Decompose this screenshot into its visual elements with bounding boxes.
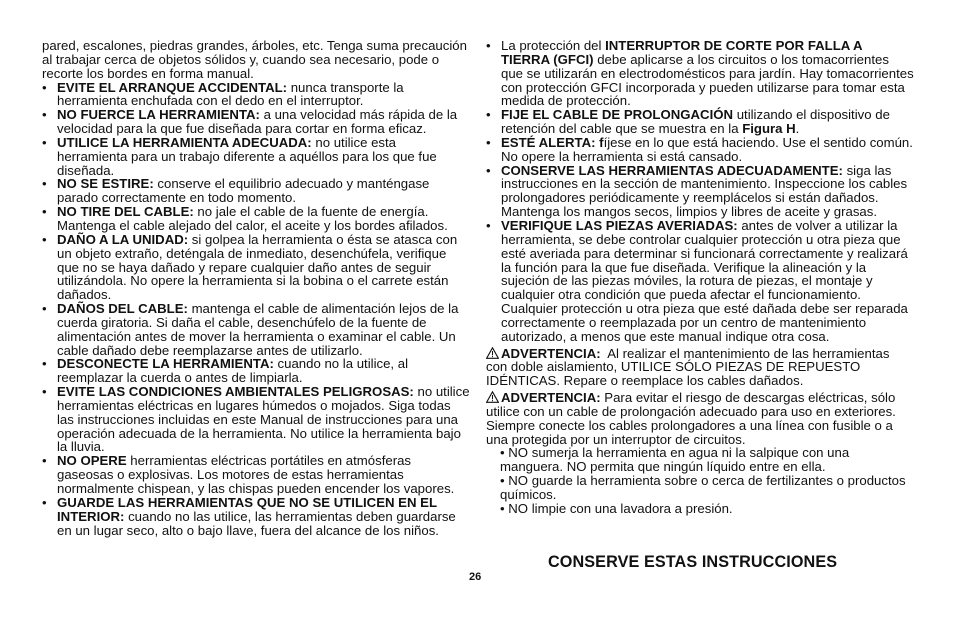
- bullet: •: [42, 176, 47, 192]
- bullet: •: [486, 107, 491, 123]
- bullet-item-text: a una velocidad más rápida de la velocidad para la que fue diseñada para cortar en forma eficaz.: [57, 107, 458, 137]
- bullet: •: [486, 217, 491, 233]
- bullet: •: [42, 384, 47, 400]
- bullet-item-text: conserve el equilibrio adecuado y manténgase parado correctamente en todo momento.: [57, 176, 430, 206]
- bullet-item-title: NO FUERCE LA HERRAMIENTA:: [57, 107, 260, 123]
- bullet-item-title: NO SE ESTIRE:: [57, 176, 154, 192]
- warning-2: [486, 391, 914, 446]
- bullet-item-title: EVITE LAS CONDICIONES AMBIENTALES PELIGROSAS:: [57, 384, 414, 400]
- bullet: •: [486, 38, 491, 53]
- fije-item: [486, 108, 914, 136]
- bullet-item: [42, 81, 470, 109]
- sub-item-1: • NO sumerja la herramienta en agua ni la salpique con una manguera. NO permita que ningún líquido entre en ella.: [500, 445, 850, 475]
- bullet-item: [42, 302, 470, 357]
- bullet-item-title: NO OPERE: [57, 453, 127, 469]
- gfci-pre: La protección del: [501, 38, 606, 53]
- fije-bold: FIJE EL CABLE DE PROLONGACIÓN: [501, 107, 734, 123]
- bullet: •: [42, 231, 47, 247]
- fije-text: utilizando el dispositivo de retención del cable que se muestra en la: [501, 107, 890, 137]
- left-column: [42, 39, 470, 537]
- bullet-item: [42, 454, 470, 496]
- bullet-item: [42, 136, 470, 178]
- bullet-item-title: GUARDE LAS HERRAMIENTAS QUE NO SE UTILICEN EN EL INTERIOR:: [57, 494, 437, 524]
- bullet: •: [42, 107, 47, 123]
- sub-item-3: • NO limpie con una lavadora a presión.: [500, 500, 733, 516]
- bullet-item-title: ESTÉ ALERTA: f: [501, 134, 604, 150]
- bullet: •: [42, 79, 47, 95]
- bullet-item: [486, 136, 914, 164]
- intro-paragraph: pared, escalones, piedras grandes, árboles, etc. Tenga suma precaución al trabajar cerca de objetos sólidos y, cuando sea necesario, pode o recorte los bordes en forma manual.: [42, 38, 467, 81]
- bullet-item: [42, 108, 470, 136]
- gfci-text: debe aplicarse a los circuitos o los tomacorrientes que se utilizarán en electrodomésticos para jardín. Hay tomacorrientes con protección GFCI incorporada y pueden utilizarse para tomar esta medida de protección.: [501, 51, 914, 109]
- bullet-item-text: íjese en lo que está haciendo. Use el sentido común. No opere la herramienta si está cansado.: [501, 134, 913, 164]
- bullet-item-text: siga las instrucciones en la sección de mantenimiento. Inspeccione los cables prolongadores periódicamente y reemplácelos si están dañados. Mantenga los mangos secos, limpios y libres de aceite y grasas.: [501, 162, 908, 220]
- bullet-item-text: mantenga el cable de alimentación lejos de la cuerda giratoria. Si daña el cable, desenchúfelo de la fuente de alimentación antes de mover la herramienta o examinar el cable. Un cable dañado debe reemplazarse antes de utilizarlo.: [57, 301, 459, 358]
- bullet-item-text: no utilice esta herramienta para un trabajo diferente a aquéllos para los que fue diseñada.: [57, 134, 437, 178]
- bullet-item-title: DAÑOS DEL CABLE:: [57, 301, 188, 317]
- figure-reference: Figura H: [742, 121, 796, 137]
- bullet: •: [486, 162, 491, 178]
- bullet-item-text: no jale el cable de la fuente de energía. Mantenga el cable alejado del calor, el aceite y los bordes afilados.: [57, 204, 448, 233]
- sub-item-2: • NO guarde la herramienta sobre o cerca de fertilizantes o productos químicos.: [500, 473, 906, 502]
- bullet-item-title: CONSERVE LAS HERRAMIENTAS ADECUADAMENTE:: [501, 162, 843, 178]
- bullet: •: [42, 453, 47, 469]
- bullet: •: [486, 134, 491, 150]
- warning-1-label: ADVERTENCIA:: [501, 345, 601, 361]
- conserve-heading: CONSERVE ESTAS INSTRUCCIONES: [548, 553, 838, 571]
- warning-2-label: ADVERTENCIA:: [501, 390, 601, 406]
- bullet-item-title: UTILICE LA HERRAMIENTA ADECUADA:: [57, 134, 312, 150]
- warning-2-text: Para evitar el riesgo de descargas eléctricas, sólo utilice con un cable de prolongación adecuado para uso en exteriores. Siempre conecte los cables prolongadores a una línea con fusible o a una protegida por un interruptor de circuitos.: [486, 390, 896, 447]
- right-column: [486, 39, 914, 516]
- warning-1: [486, 347, 914, 389]
- bullet-item-title: VERIFIQUE LAS PIEZAS AVERIADAS:: [501, 217, 738, 233]
- warning-1-text: Al realizar el mantenimiento de las herramientas con doble aislamiento, UTILICE SÓLO PIEZAS DE REPUESTO IDÉNTICAS. Repare o reemplace los cables dañados.: [486, 345, 894, 389]
- bullet-item-text: antes de volver a utilizar la herramienta, se debe controlar cualquier protección u otra pieza que esté averiada para determinar si funcionará correctamente y realizará la función para la que fue diseñada. Verifique la alineación y la sujeción de las piezas móviles, la rotura de piezas, el montaje y cualquier otra condición que pueda afectar el funcionamiento. Cualquier protección u otra pieza que esté dañada debe ser reparada correctamente o reemplazada por un centro de mantenimiento autorizado, a menos que este manual indique otra cosa.: [501, 217, 908, 344]
- bullet-item: [42, 496, 470, 538]
- fije-end: .: [795, 121, 800, 137]
- bullet-item: [42, 177, 470, 205]
- right-bullet-list: [486, 136, 914, 344]
- gfci-item: [486, 39, 914, 108]
- bullet-item: [42, 205, 470, 233]
- bullet: •: [42, 301, 47, 317]
- bullet-item-title: DAÑO A LA UNIDAD:: [57, 231, 189, 247]
- bullet-item: [42, 357, 470, 385]
- bullet-item-text: cuando no las utilice, las herramientas deben guardarse en un lugar seco, alto o bajo llave, fuera del alcance de los niños.: [57, 508, 456, 538]
- bullet: •: [42, 356, 47, 372]
- warning-triangle-icon: [486, 347, 499, 359]
- bullet-item-text: si golpea la herramienta o ésta se atasca con un objeto extraño, deténgala de inmediato, desenchúfela, verifique que no se haya dañado y repare cualquier daño antes de seguir utilizándola. No opere la herramienta si la bobina o el carrete están dañados.: [57, 231, 458, 303]
- page-number: 26: [469, 571, 482, 583]
- bullet-item-text: herramientas eléctricas portátiles en atmósferas gaseosas o explosivas. Los motores de estas herramientas normalmente chispean, y las chispas pueden encender los vapores.: [57, 453, 455, 496]
- bullet: •: [42, 204, 47, 220]
- bullet-item: [486, 164, 914, 219]
- bullet-item-title: EVITE EL ARRANQUE ACCIDENTAL:: [57, 79, 288, 95]
- bullet-item: [486, 219, 914, 344]
- bullet: •: [42, 134, 47, 150]
- bullet-item: [42, 385, 470, 454]
- bullet-item-title: NO TIRE DEL CABLE:: [57, 204, 194, 220]
- bullet-item-text: no utilice herramientas eléctricas en lugares húmedos o mojados. Siga todas las instrucciones incluidas en este Manual de instrucciones para una operación adecuada de la herramienta. No utilice la herramienta bajo la lluvia.: [57, 384, 470, 455]
- bullet-item: [42, 233, 470, 302]
- left-bullet-list: [42, 81, 470, 538]
- bullet: •: [42, 494, 47, 510]
- bullet-item-text: cuando no la utilice, al reemplazar la cuerda o antes de limpiarla.: [57, 356, 409, 386]
- warning-triangle-icon: [486, 391, 499, 403]
- bullet-item-title: DESCONECTE LA HERRAMIENTA:: [57, 356, 274, 372]
- bullet-item-text: nunca transporte la herramienta enchufada con el dedo en el interruptor.: [57, 79, 404, 109]
- gfci-bold: INTERRUPTOR DE CORTE POR FALLA A TIERRA (GFCI): [501, 38, 863, 67]
